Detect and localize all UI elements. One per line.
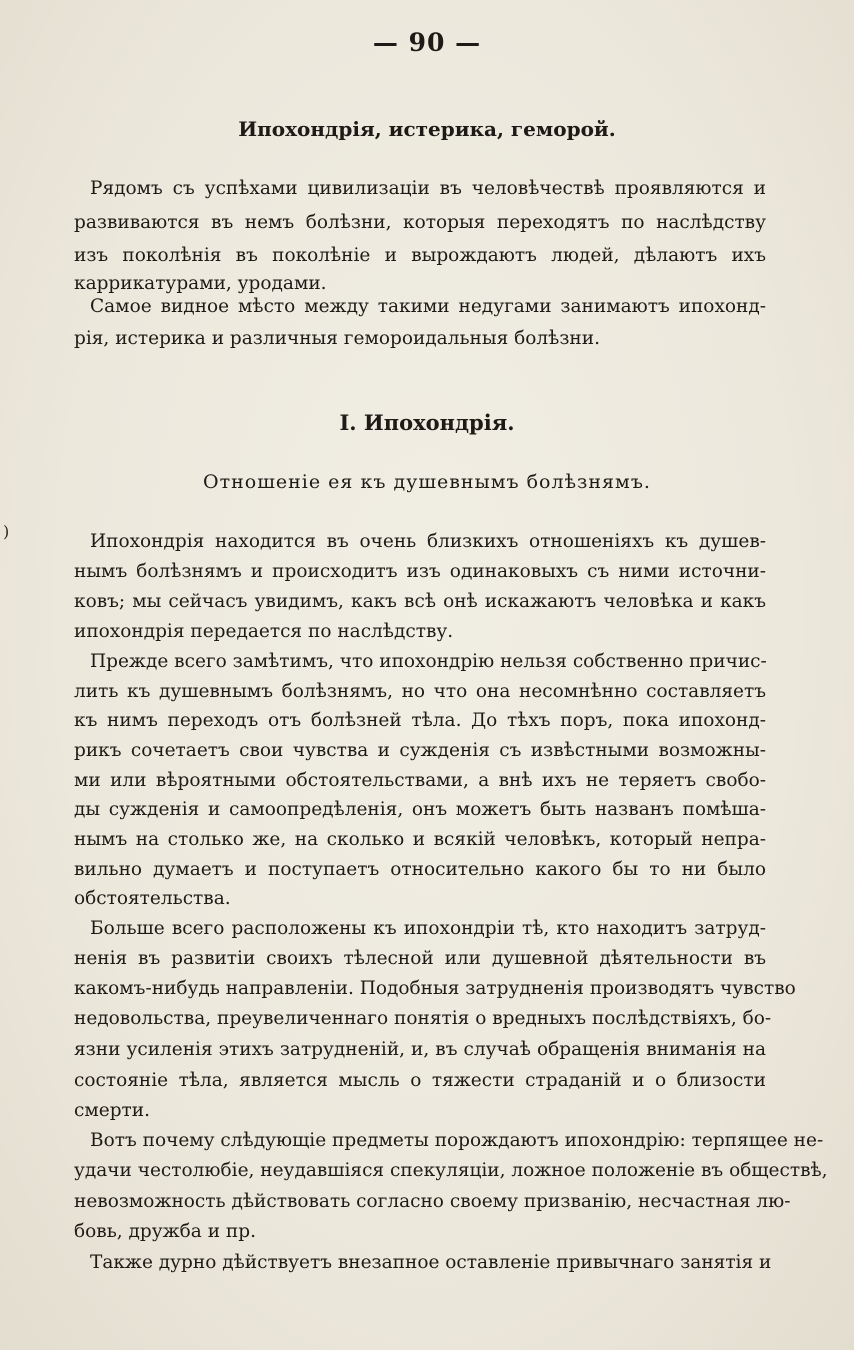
text-line: рія, истерика и различныя геморoидальныя болѣзни. bbox=[74, 328, 600, 349]
page-number: — 90 — bbox=[372, 28, 482, 57]
subsection-title: Отношеніе ея къ душевнымъ болѣзнямъ. bbox=[203, 471, 651, 493]
section-title: I. Ипохондрія. bbox=[339, 410, 515, 435]
text-line: Ипохондрія находится въ очень близкихъ отношеніяхъ къ душев- bbox=[90, 531, 766, 552]
text-line: недовольства, преувеличеннаго понятія о вредныхъ послѣдствіяхъ, бо- bbox=[74, 1008, 772, 1029]
text-line: ми или вѣроятными обстоятельствами, а внѣ ихъ не теряетъ свобо- bbox=[74, 770, 766, 791]
text-line: Больше всего расположены къ ипохондріи тѣ, кто находитъ затруд- bbox=[90, 918, 766, 939]
text-line: къ нимъ переходъ отъ болѣзней тѣла. До тѣхъ поръ, пока ипохонд- bbox=[74, 710, 766, 731]
text-line: смерти. bbox=[74, 1100, 150, 1121]
text-line: вильно думаетъ и поступаетъ относительно какого бы то ни было bbox=[74, 859, 766, 880]
text-line: каррикатурами, уродами. bbox=[74, 273, 327, 294]
text-line: невозможность дѣйствовать согласно своему призванію, несчастная лю- bbox=[74, 1191, 791, 1212]
text-line: Прежде всего замѣтимъ, что ипохондрію нельзя собственно причис- bbox=[90, 651, 767, 672]
chapter-title: Ипохондрія, истерика, геморой. bbox=[238, 117, 616, 141]
text-line: какомъ-нибудь направленіи. Подобныя затрудненія производятъ чувство bbox=[74, 978, 796, 999]
text-line: лить къ душевнымъ болѣзнямъ, но что она несомнѣнно составляетъ bbox=[74, 681, 766, 702]
text-line: рикъ сочетаетъ свои чувства и сужденія съ извѣстными возможны- bbox=[74, 740, 766, 761]
text-line: Также дурно дѣйствуетъ внезапное оставленіе привычнаго занятія и bbox=[90, 1252, 772, 1273]
text-line: развиваются въ немъ болѣзни, которыя переходятъ по наслѣдству bbox=[74, 212, 766, 233]
text-line: язни усиленія этихъ затрудненій, и, въ случаѣ обращенія вниманія на bbox=[74, 1039, 766, 1060]
text-line: нымъ на столько же, на сколько и всякій человѣкъ, который непра- bbox=[74, 829, 766, 850]
margin-mark: ) bbox=[3, 522, 10, 541]
text-line: Самое видное мѣсто между такими недугами занимаютъ ипохонд- bbox=[90, 296, 766, 317]
text-line: ненія въ развитіи своихъ тѣлесной или душевной дѣятельности въ bbox=[74, 948, 766, 969]
text-line: Рядомъ съ успѣхами цивилизаціи въ человѣчествѣ проявляются и bbox=[90, 178, 766, 199]
text-line: нымъ болѣзнямъ и происходитъ изъ одинаковыхъ съ ними источни- bbox=[74, 561, 766, 582]
text-line: Вотъ почему слѣдующіе предметы порождаютъ ипохондрію: терпящее не- bbox=[90, 1130, 824, 1151]
text-line: ипохондрія передается по наслѣдству. bbox=[74, 621, 454, 642]
text-line: ковъ; мы сейчасъ увидимъ, какъ всѣ онѣ искажаютъ человѣка и какъ bbox=[74, 591, 766, 612]
text-line: обстоятельства. bbox=[74, 888, 231, 909]
text-line: ды сужденія и самоопредѣленія, онъ можетъ быть названъ помѣша- bbox=[74, 799, 766, 820]
text-line: состояніе тѣла, является мысль о тяжести страданій и о близости bbox=[74, 1070, 766, 1091]
text-line: удачи честолюбіе, неудавшіяся спекуляціи, ложное положеніе въ обществѣ, bbox=[74, 1160, 828, 1181]
text-line: бовь, дружба и пр. bbox=[74, 1221, 256, 1242]
text-line: изъ поколѣнія въ поколѣніе и вырождаютъ людей, дѣлаютъ ихъ bbox=[74, 245, 766, 266]
